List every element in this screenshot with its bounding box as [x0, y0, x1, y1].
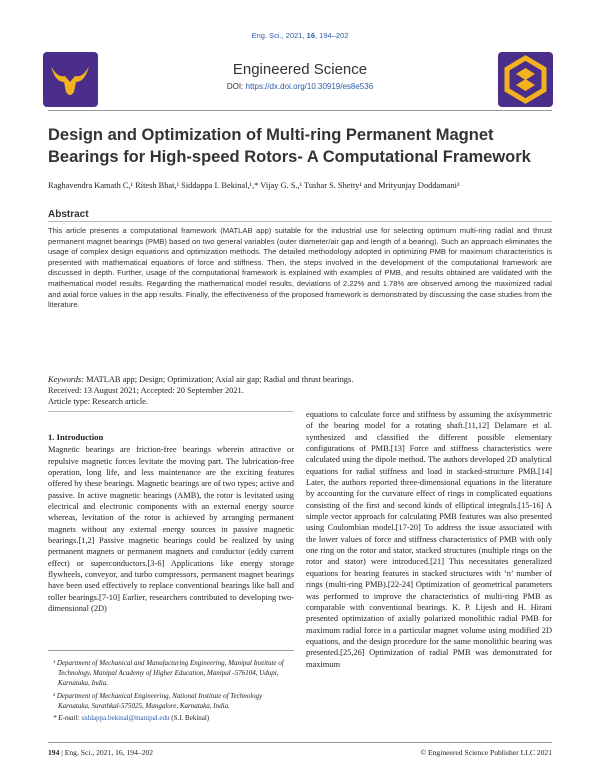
corresponding-email: [53, 713, 294, 723]
article-title: Design and Optimization of Multi-ring Permanent Magnet Bearings for High-speed Rotors- A Computational Framework: [48, 126, 531, 166]
author-list: Raghavendra Kamath C,¹ Ritesh Bhat,¹ Siddappa I. Bekinal,¹,* Vijay G. S.,¹ Tushar S. Shetty¹ and Mrityunjay Doddamani²: [48, 181, 460, 190]
intro-left-column: [48, 432, 294, 615]
footnotes: [48, 658, 294, 725]
section-heading: 1. Introduction: [48, 432, 104, 442]
received-dates: Received: 13 August 2021; Accepted: 20 September 2021.: [48, 386, 244, 395]
footnote-1: ¹ Department of Mechanical and Manufacturing Engineering, Manipal Institute of Technology, Manipal Academy of Higher Education, Manipal -576104, Udupi, Karnataka, India.: [53, 659, 284, 688]
email-link[interactable]: siddappa.bekinal@manipal.edu: [81, 714, 170, 723]
footer-citation: | Eng. Sci., 2021, 16, 194–202: [59, 748, 154, 757]
journal-ref-pages: , 194–202: [315, 31, 349, 40]
journal-ref-volume: 16: [306, 31, 315, 40]
abstract-divider: [48, 221, 552, 222]
header-divider: [48, 110, 552, 111]
footer-left: [48, 748, 153, 757]
footnote-divider: [48, 650, 294, 651]
hexagon-logo-icon: [498, 52, 553, 107]
footer-copyright: © Engineered Science Publisher LLC 2021: [420, 748, 552, 757]
doi-link[interactable]: https://dx.doi.org/10.30919/es8e536: [245, 82, 374, 91]
footer-divider: [48, 742, 552, 743]
abstract-heading: Abstract: [48, 209, 89, 220]
doi-label: DOI:: [226, 82, 246, 91]
article-type: Article type: Research article.: [48, 397, 148, 406]
journal-ref-pre: Eng. Sci., 2021,: [251, 31, 307, 40]
journal-reference: [0, 31, 600, 40]
email-label: * E-mail:: [53, 714, 82, 723]
page-number: 194: [48, 748, 60, 757]
intro-paragraph-left: Magnetic bearings are friction-free bearings wherein attractive or repulsive magnetic forces levitate the moving part. The lubrication-free operation, long life, and less maintenance are the exciting features offered by these bearings. Magnetic bearings are of two types; active and passive. In active magnetic bearings (AMB), the rotor is levitated using electrical and electronic components with an external energy source whereas, levitation of the rotor is achieved by arranging permanent magnets without any external energy sources in passive magnetic bearings.[1,2] Passive magnetic bearings could be realized by using permanent magnets or permanent magnets and conductor (eddy current effect) or superconductors.[3-6] Applications like energy storage flywheels, conveyor, and turbo compressors, permanent magnet bearings have been used effectively to replace conventional bearings like ball and roller bearings.[7-10] Earlier, researchers contributed to developing two-dimensional (2D): [48, 445, 294, 614]
abstract-text: This article presents a computational framework (MATLAB app) suitable for the industrial use for selecting optimum multi-ring radial and thrust permanent magnet bearings (PMB) based on two general variables (outer diameter/air gap and length of a bearing). Such an approach eliminates the usage of complex design equations and optimization methods. The detailed methodology adopted in optimizing PMB for maximum characteristics is presented with mathematical equations of force and stiffness. Then, the steps involved in the development of the computational framework are discussed in depth. Further, usage of the computational framework is explained with examples of PMB, and results obtained are validated with the mathematical model results. Regarding the mathematical model results, deviations of 2.22% and 1.78% are observed among the maximized radial and axial force values in the app results. Finally, the effectiveness of the proposed framework is demonstrated by discussing the case studies from the literature.: [48, 226, 552, 310]
meta-divider: [48, 411, 294, 412]
journal-logo-right: [498, 52, 553, 107]
footnote-2: ² Department of Mechanical Engineering, National Institute of Technology Karnataka, Surathkal-575025, Mangalore, Karnataka, India.: [53, 691, 263, 710]
email-owner: (S.I. Bekinal): [169, 714, 210, 723]
intro-paragraph-right: equations to calculate force and stiffness by assuming the axisymmetric of the bearing model for a rotating shaft.[11,12] Delamare et al. synthesized and classified the different possible elementary configurations of PMB.[13] Force and stiffness characteristics were calculated using the dipole method. The authors developed 2D analytical equations for radial stiffness and load in stacked-structure PMB.[14] Later, the authors reported three-dimensional equations in the literature by accounting for the curvature effect of rings in complicated equations consisting of the first and second kinds of elliptical integrals.[15-16] A simple vector approach for calculating PMB features was also presented using Coulombian model.[17-20] To address the issue associated with the lower values of force and stiffness characteristics of PMB with only one ring on the rotor and stator, stacked structures (multiple rings on the rotor and stator) were introduced.[21] This necessitates generalized equations for bearing features in stacked structures with ‘n’ number of rings (multi-ring PMB).[22-24] Optimization of geometrical parameters was performed to improve the characteristics of multi-ring PMB as comparable with conventional bearings. K. P. Lijesh and H. Hirani presented optimization of axially polarized monolithic radial PMB for maximum radial force in a particular magnet volume using modified 2D equations, and the design procedure for the same monolithic bearing was presented.[25,26] Optimization of radial PMB was demonstrated for maximum: [306, 410, 552, 669]
keywords: [48, 375, 552, 386]
keywords-text: MATLAB app; Design; Optimization; Axial air gap; Radial and thrust bearings.: [83, 375, 354, 384]
keywords-label: Keywords:: [48, 375, 84, 384]
intro-right-column: [306, 409, 552, 670]
journal-name: Engineered Science: [232, 61, 368, 78]
